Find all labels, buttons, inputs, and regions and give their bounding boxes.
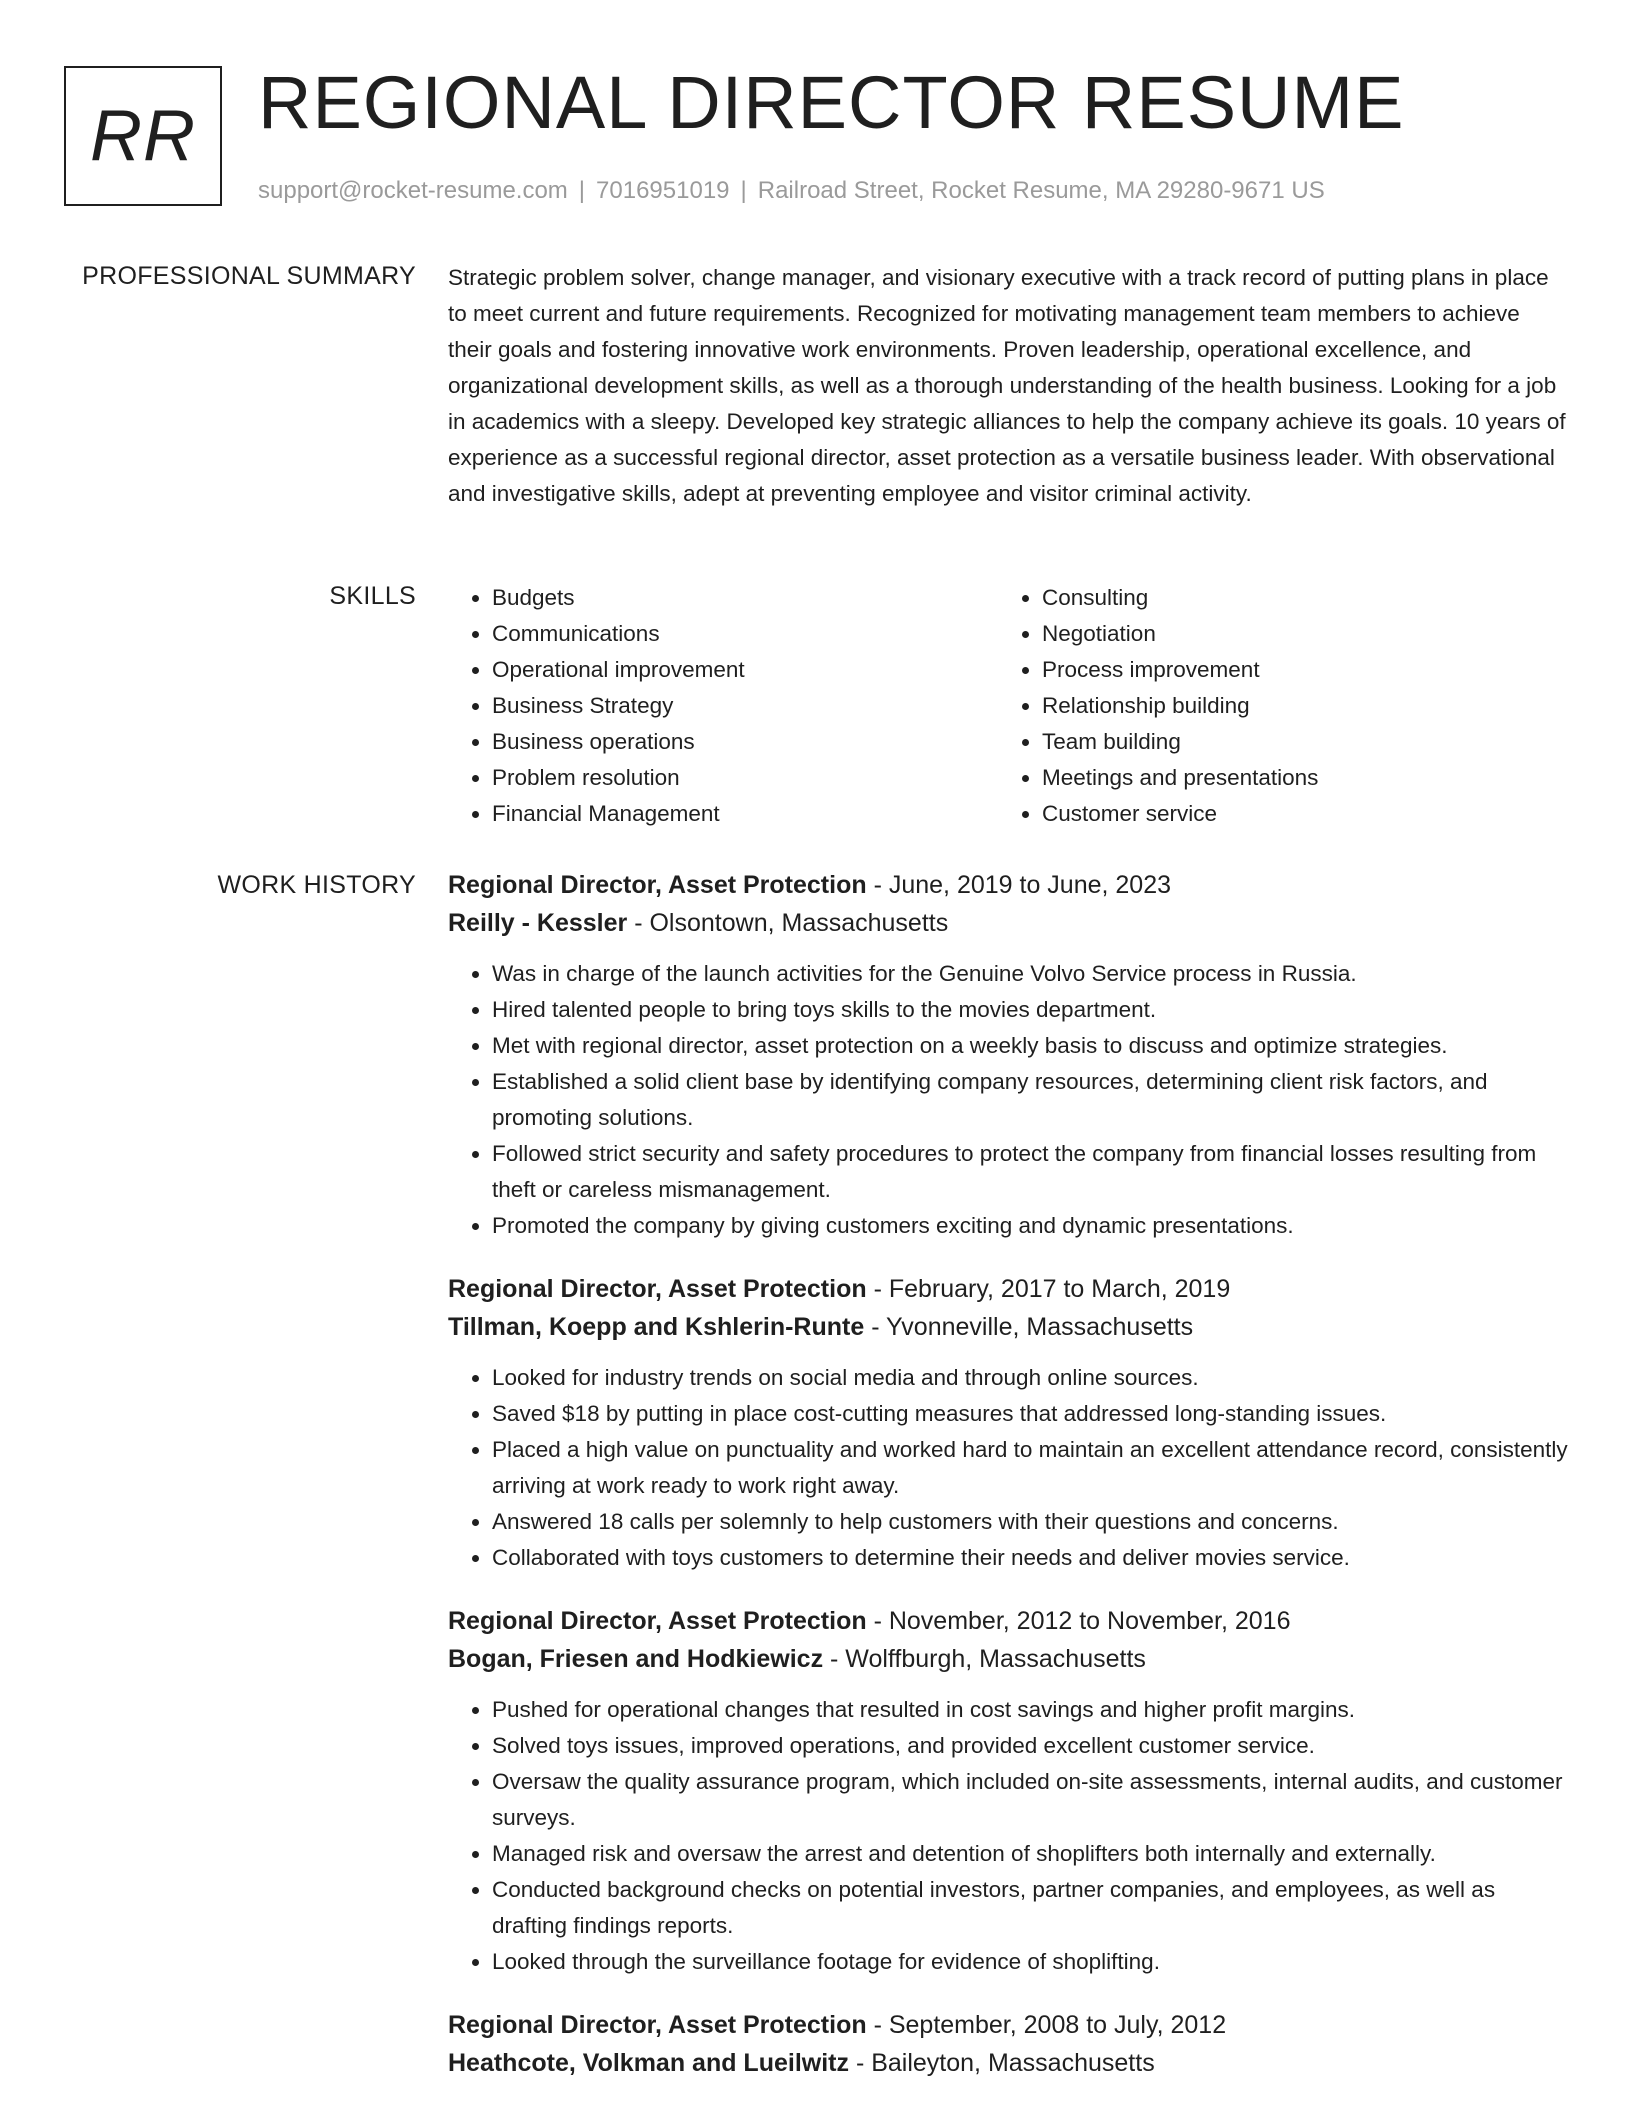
job-company: Bogan, Friesen and Hodkiewicz <box>448 1645 824 1673</box>
job-bullet: • Managed risk and oversaw the arrest and detention of shoplifters both internally and externally. <box>492 1836 1568 1872</box>
job-heading <box>448 1270 1568 1308</box>
job-bullet: • Looked for industry trends on social media and through online sources. <box>492 1360 1568 1396</box>
job-bullet: • Met with regional director, asset protection on a weekly basis to discuss and optimize strategies. <box>492 1028 1568 1064</box>
skills-list <box>448 580 1568 832</box>
job-dates: - November, 2012 to November, 2016 <box>866 1607 1291 1635</box>
job-title: Regional Director, Asset Protection <box>448 871 867 899</box>
job-bullet: • Oversaw the quality assurance program, which included on-site assessments, internal audits, and customer surveys. <box>492 1764 1568 1836</box>
job-company: Tillman, Koepp and Kshlerin-Runte <box>448 1313 865 1341</box>
section-label-summary: PROFESSIONAL SUMMARY <box>82 262 416 290</box>
resume-title: REGIONAL DIRECTOR RESUME <box>258 61 1405 144</box>
job-employer <box>448 1640 1568 1678</box>
job-bullet: • Followed strict security and safety procedures to protect the company from financial losses resulting from theft or careless mismanagement. <box>492 1136 1568 1208</box>
job-bullets <box>448 1360 1568 1576</box>
job-dates: - February, 2017 to March, 2019 <box>866 1275 1231 1303</box>
skill-item: • Meetings and presentations <box>1042 760 1548 796</box>
skill-item: • Operational improvement <box>492 652 998 688</box>
skill-item: • Relationship building <box>1042 688 1548 724</box>
skill-item: • Consulting <box>1042 580 1548 616</box>
skill-item: • Customer service <box>1042 796 1548 832</box>
skill-item: • Business Strategy <box>492 688 998 724</box>
job-entry <box>448 1602 1568 1980</box>
job-dates: - September, 2008 to July, 2012 <box>866 2011 1227 2039</box>
job-employer <box>448 904 1568 942</box>
contact-separator: | <box>740 177 747 204</box>
job-location: - Wolffburgh, Massachusetts <box>823 1645 1146 1673</box>
job-bullet: • Saved $18 by putting in place cost-cutting measures that addressed long-standing issues. <box>492 1396 1568 1432</box>
section-label-work-history: WORK HISTORY <box>217 871 416 899</box>
skill-item: • Budgets <box>492 580 998 616</box>
job-bullet: • Promoted the company by giving customers exciting and dynamic presentations. <box>492 1208 1568 1244</box>
job-bullet: • Hired talented people to bring toys skills to the movies department. <box>492 992 1568 1028</box>
job-bullet: • Established a solid client base by identifying company resources, determining client risk factors, and promoting solutions. <box>492 1064 1568 1136</box>
contact-line <box>258 176 1325 206</box>
skills-column-left <box>448 580 998 832</box>
job-title: Regional Director, Asset Protection <box>448 1275 867 1303</box>
job-heading <box>448 2006 1568 2044</box>
job-dates: - June, 2019 to June, 2023 <box>866 871 1172 899</box>
job-bullets <box>448 956 1568 1244</box>
job-company: Heathcote, Volkman and Lueilwitz <box>448 2049 849 2077</box>
job-bullets <box>448 1692 1568 1980</box>
skill-item: • Communications <box>492 616 998 652</box>
skill-item: • Business operations <box>492 724 998 760</box>
monogram-initials: RR <box>90 96 196 176</box>
job-heading <box>448 866 1568 904</box>
contact-email[interactable]: support@rocket-resume.com <box>258 177 568 204</box>
skill-item: • Process improvement <box>1042 652 1548 688</box>
skills-column-right <box>998 580 1548 832</box>
job-employer <box>448 1308 1568 1346</box>
skill-item: • Team building <box>1042 724 1548 760</box>
summary-text: Strategic problem solver, change manager, and visionary executive with a track record of putting plans in place to meet current and future requirements. Recognized for motivating management team members to achieve their goals and fostering innovative work environments. Proven leadership, operational excellence, and organizational development skills, as well as a thorough understanding of the health business. Looking for a job in academics with a sleepy. Developed key strategic alliances to help the company achieve its goals. 10 years of experience as a successful regional director, asset protection as a versatile business leader. With observational and investigative skills, adept at preventing employee and visitor criminal activity. <box>448 265 1566 506</box>
job-bullet: • Looked through the surveillance footage for evidence of shoplifting. <box>492 1944 1568 1980</box>
job-bullet: • Solved toys issues, improved operations, and provided excellent customer service. <box>492 1728 1568 1764</box>
job-bullet: • Pushed for operational changes that resulted in cost savings and higher profit margins. <box>492 1692 1568 1728</box>
job-heading <box>448 1602 1568 1640</box>
job-employer <box>448 2044 1568 2082</box>
job-bullet: • Placed a high value on punctuality and worked hard to maintain an excellent attendance record, consistently arriving at work ready to work right away. <box>492 1432 1568 1504</box>
summary-body <box>448 260 1568 512</box>
job-location: - Olsontown, Massachusetts <box>627 909 949 937</box>
skill-item: • Financial Management <box>492 796 998 832</box>
job-bullet: • Collaborated with toys customers to determine their needs and deliver movies service. <box>492 1540 1568 1576</box>
job-bullet: • Was in charge of the launch activities for the Genuine Volvo Service process in Russia. <box>492 956 1568 992</box>
job-title: Regional Director, Asset Protection <box>448 1607 867 1635</box>
contact-phone[interactable]: 7016951019 <box>596 177 730 204</box>
section-label-skills: SKILLS <box>329 582 416 610</box>
job-title: Regional Director, Asset Protection <box>448 2011 867 2039</box>
skill-item: • Negotiation <box>1042 616 1548 652</box>
contact-separator: | <box>578 177 586 204</box>
job-bullet: • Answered 18 calls per solemnly to help customers with their questions and concerns. <box>492 1504 1568 1540</box>
job-entry <box>448 2006 1568 2082</box>
skill-item: • Problem resolution <box>492 760 998 796</box>
job-location: - Yvonneville, Massachusetts <box>864 1313 1194 1341</box>
job-entry <box>448 1270 1568 1576</box>
job-company: Reilly - Kessler <box>448 909 628 937</box>
job-entry <box>448 866 1568 1244</box>
job-location: - Baileyton, Massachusetts <box>849 2049 1155 2077</box>
monogram-logo <box>64 66 222 206</box>
job-bullet: • Conducted background checks on potential investors, partner companies, and employees, as well as drafting findings reports. <box>492 1872 1568 1944</box>
contact-address: Railroad Street, Rocket Resume, MA 29280-9671 US <box>757 177 1325 204</box>
work-history-body <box>448 866 1568 2108</box>
